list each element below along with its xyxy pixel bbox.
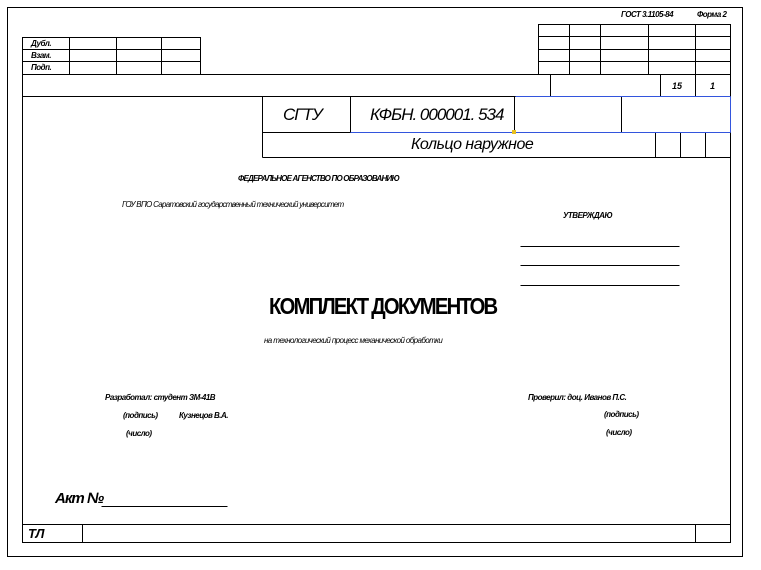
developer-sign: (подпись) xyxy=(123,411,158,420)
part-name: Кольцо наружное xyxy=(411,136,534,153)
sheets-count: 15 xyxy=(672,81,683,91)
developer-name: Кузнецов В.А. xyxy=(179,411,229,420)
doc-code: КФБН. 000001. 534 xyxy=(370,105,504,124)
doc-type: ТЛ xyxy=(28,526,44,541)
side-row-dubl: Дубл. xyxy=(31,39,52,48)
selection-handle xyxy=(512,130,516,134)
side-row-podp: Подп. xyxy=(31,63,52,72)
document-title: КОМПЛЕКТ ДОКУМЕНТОВ xyxy=(269,293,497,319)
org-name: СГТУ xyxy=(283,105,322,124)
checker-date: (число) xyxy=(606,428,632,437)
university-name: ГОУ ВПО Саратовский государственный технический университет xyxy=(122,200,344,209)
act-label: Акт № xyxy=(55,490,104,507)
sheet-number: 1 xyxy=(710,81,716,91)
form-label: Форма 2 xyxy=(697,10,727,19)
side-row-vzam: Взам. xyxy=(31,51,51,60)
checker-sign: (подпись) xyxy=(604,410,639,419)
developer-date: (число) xyxy=(126,429,152,438)
developer-label: Разработал: студент ЗМ-41В xyxy=(105,393,216,402)
gost-label: ГОСТ 3.1105-84 xyxy=(621,10,674,19)
agency-title: ФЕДЕРАЛЬНОЕ АГЕНСТВО ПО ОБРАЗОВАНИЮ xyxy=(238,174,399,183)
approve-label: УТВЕРЖДАЮ xyxy=(563,211,613,220)
checker-label: Проверил: доц. Иванов П.С. xyxy=(528,393,627,402)
document-subtitle: на технологический процесс механической обработки xyxy=(264,336,443,345)
